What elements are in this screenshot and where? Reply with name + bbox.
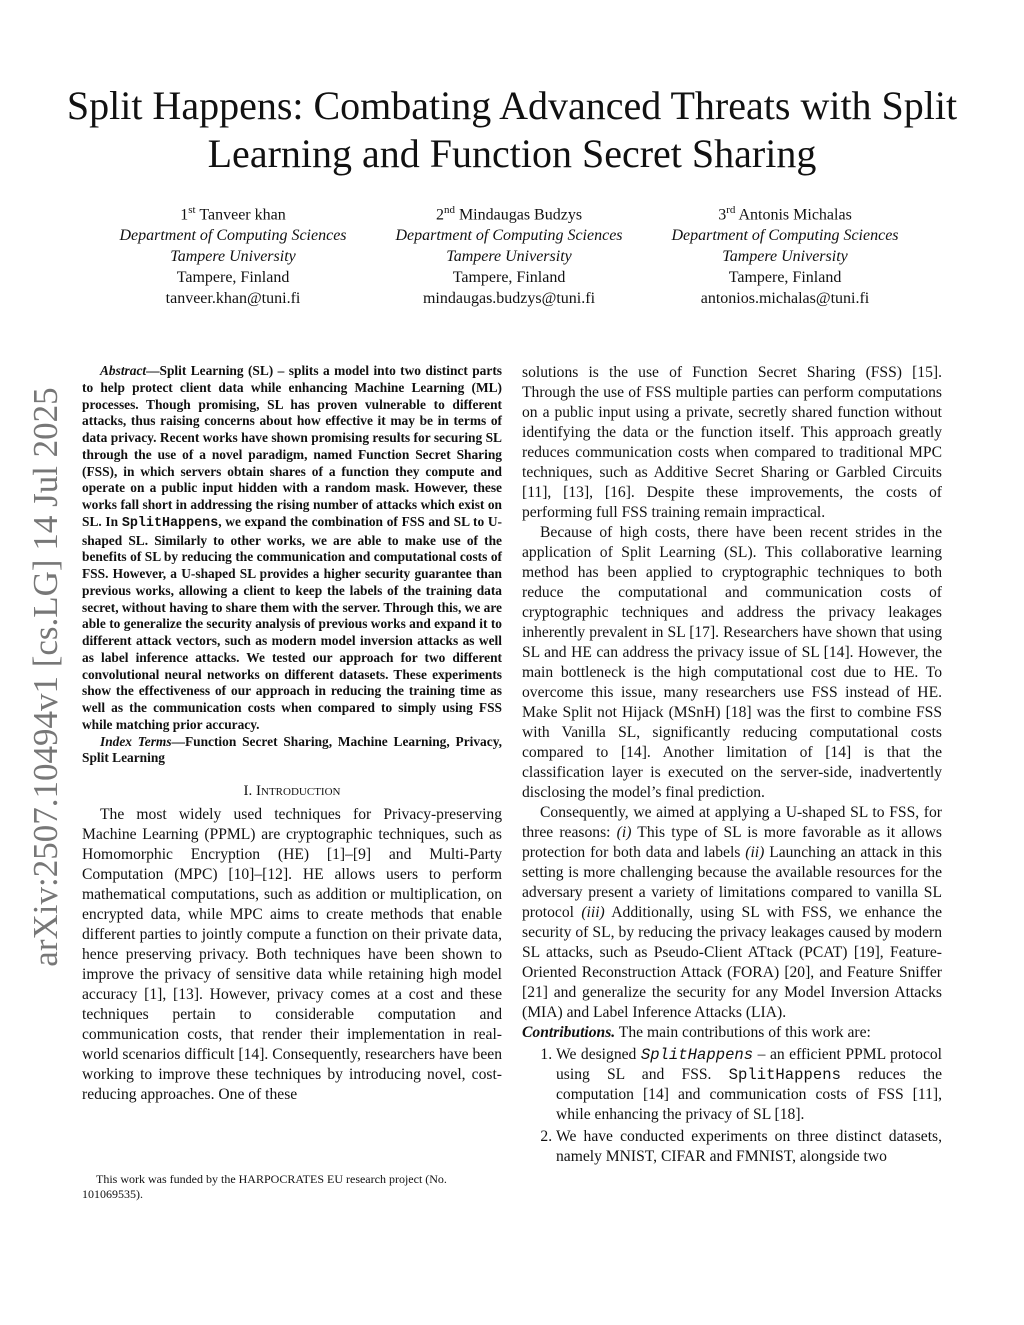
abstract-text-cont: , we expand the combination of FSS and SL to U-shaped SL. Similarly to other works, we are able to make use of the benefits of SL by reducing the communication and computational costs of FSS. However, a U-shaped SL provides a higher security guarantee than previous works, allowing a client to keep the labels of the training data secret, without having to share them with the server. Through this, we are able to generalize the security analysis of previous works and expand it to different attack vectors, such as modern model inversion attacks as well as label inference attacks. We tested our approach for two different convolutional neural networks on different datasets. These experiments show the effectiveness of our approach in reducing the training time as well as the communication costs when compared to simply using FSS while matching prior accuracy. [82,513,502,732]
contributions-label: Contributions. [522,1024,616,1041]
list-item: 1. We designed SplitHappens – an efficient PPML protocol using SL and FSS. SplitHappens reduces the computation [14] and communication costs of FSS [11], while enhancing the privacy of SL [18]. [556,1045,942,1125]
author-name: Tanveer khan [199,206,286,224]
arxiv-watermark [26,377,66,977]
paragraph: Consequently, we aimed at applying a U-shaped SL to FSS, for three reasons: (i) This type of SL is more favorable as it allows protection for both data and labels (ii) Launching an attack in this setting is more challenging because the available resources for the adversary present a variety of limitations compared to vanilla SL protocol (iii) Additionally, using SL with FSS, we enhance the security of SL, by reducing the privacy leakages caused by modern SL attacks, such as Pseudo-Client ATtack (PCAT) [19], Feature-Oriented Reconstruction Attack (FORA) [20], and Feature Sniffer [21] and generalize the security for any Model Inversion Attacks (MIA) and Label Inference Attacks (LIA). [522,804,942,1021]
paper-title: Split Happens: Combating Advanced Threats with Split Learning and Function Secret Sharing [66,83,958,176]
author-department: Department of Computing Sciences [119,227,347,245]
author-location: Tampere, Finland [452,269,566,287]
abstract-label: Abstract [100,363,147,378]
author-university: Tampere University [446,248,572,266]
author-ordinal: 3 [718,206,727,224]
left-column [82,363,502,1105]
author-name: Antonis Michalas [738,206,852,224]
right-column [522,363,942,1169]
intro-paragraph: The most widely used techniques for Privacy-preserving Machine Learning (PPML) are cryptographic techniques, such as Homomorphic Encryption (HE) [1]–[9] and Multi-Party Computation (MPC) [10]–[12]. HE allows users to perform mathematical computations, such as addition or multiplication, on encrypted data, while MPC aims to create methods that enable different parties to jointly compute a function on their private data, hence preserving privacy. Both techniques have been shown to improve the privacy of sensitive data while retaining high model accuracy [1], [13]. However, privacy comes at a cost and these techniques pertain to considerable computation and communication costs, that render their implementation in real-world scenarios difficult [14]. Consequently, researchers have been working to improve these techniques by introducing novel, cost-reducing approaches. One of these [82,806,502,1103]
footnote [82,1172,502,1202]
list-item: 2. We have conducted experiments on three distinct datasets, namely MNIST, CIFAR and FMNIST, alongside two [556,1127,942,1167]
author-department: Department of Computing Sciences [395,227,623,245]
system-name: SplitHappens [121,515,219,531]
author-location: Tampere, Finland [176,269,290,287]
author-block-3 [640,200,930,309]
author-block-1 [88,200,378,309]
index-terms-text: —Function Secret Sharing, Machine Learning, Privacy, Split Learning [82,733,503,766]
author-email: tanveer.khan@tuni.fi [165,290,301,308]
author-university: Tampere University [170,248,296,266]
footnote-text: This work was funded by the HARPOCRATES EU research project (No. 101069535). [82,1172,447,1201]
author-block-2 [364,200,654,309]
author-ordinal-sup: rd [726,204,736,216]
abstract [82,363,502,767]
author-ordinal-sup: st [188,204,196,216]
paragraph: solutions is the use of Function Secret Sharing (FSS) [15]. Through the use of FSS multiple parties can perform computations on a public input using a private, secretly shared function without identifying the data or the function itself. This approach greatly reduces communication costs when compared to traditional MPC techniques, such as Additive Secret Sharing or Garbled Circuits [11], [13], [16]. Despite these improvements, the costs of performing full FSS training remain impractical. [522,364,942,521]
author-university: Tampere University [722,248,848,266]
contributions-list [522,1045,942,1167]
paragraph: Because of high costs, there have been recent strides in the application of Split Learning (SL). This collaborative learning method has been applied to cryptographic techniques to both reduce the computational and communication costs of cryptographic techniques and address the privacy leakages inherently prevalent in SL [17]. Researchers have shown that using SL and HE can address the privacy issue of SL [14]. However, the main bottleneck is the high computational cost due to HE. To overcome this issue, many researchers use FSS instead of HE. Make Split not Hijack (MSnH) [18] was the first to combine FSS with Vanilla SL, significantly reducing computational costs compared to [14]. Another limitation of [14] is that the classification layer is executed on the server-side, inadvertently disclosing the model’s final prediction. [522,524,942,801]
section-heading: I. Introduction [243,783,341,799]
author-department: Department of Computing Sciences [671,227,899,245]
author-ordinal: 1 [180,206,189,224]
author-ordinal: 2 [435,206,444,224]
index-terms-label: Index Terms [100,733,172,749]
contributions-paragraph: Contributions. The main contributions of this work are: [522,1024,871,1041]
author-email: antonios.michalas@tuni.fi [700,290,870,308]
author-name: Mindaugas Budzys [458,206,583,224]
author-email: mindaugas.budzys@tuni.fi [422,290,596,308]
author-location: Tampere, Finland [728,269,842,287]
arxiv-id: arXiv:2507.10494v1 [cs.LG] 14 Jul 2025 [26,387,65,967]
abstract-text: —Split Learning (SL) – splits a model into two distinct parts to help protect client data while enhancing Machine Learning (ML) processes. Though promising, SL has proven vulnerable to different attacks, thus raising concerns about how effective it may be in terms of data privacy. Recent works have shown promising results for securing SL through the use of a novel paradigm, named Function Secret Sharing (FSS), in which servers obtain shares of a function they compute and operate on a public input hidden with a random mask. However, these works fall short in addressing the rising number of attacks which exist on SL. In [82,363,502,529]
author-ordinal-sup: nd [443,204,455,216]
